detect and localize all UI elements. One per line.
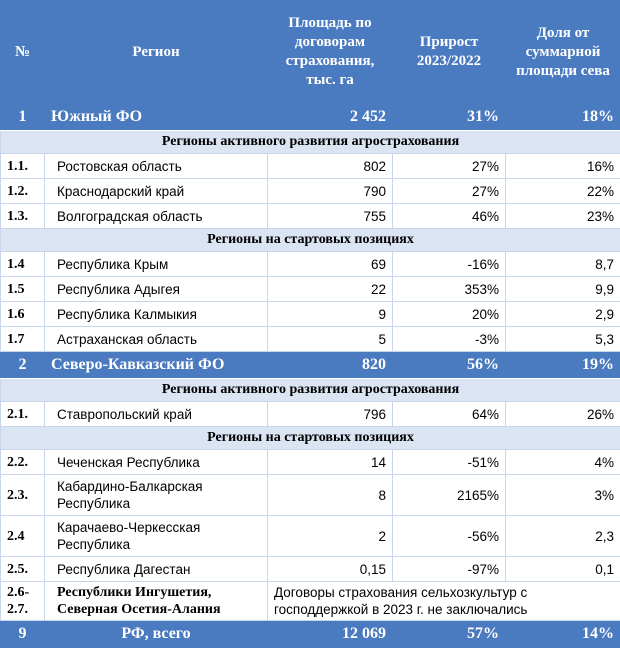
total-share: 14% [506,621,620,648]
table-row [1,179,620,204]
district-area: 820 [268,352,393,379]
table-row [1,252,620,277]
row-growth: -16% [393,252,506,277]
row-region: Республики Ингушетия, Северная Осетия-Алания [45,582,268,621]
district-name: Северо-Кавказский ФО [45,352,268,379]
row-no: 2.3. [1,475,45,516]
district-name: Южный ФО [45,104,268,131]
row-growth: -51% [393,450,506,475]
row-note: Договоры страхования сельхозкультур с господдержкой в 2023 г. не заключались [268,582,620,621]
row-region: Астраханская область [45,327,268,352]
row-no: 2.6-2.7. [1,582,45,621]
table-row [1,516,620,557]
row-region: Республика Крым [45,252,268,277]
table-row [1,204,620,229]
row-growth: 2165% [393,475,506,516]
row-region: Республика Адыгея [45,277,268,302]
group-row [1,427,620,450]
row-area: 8 [268,475,393,516]
row-share: 26% [506,402,620,427]
total-growth: 57% [393,621,506,648]
table-row [1,402,620,427]
row-no: 2.1. [1,402,45,427]
row-no: 1.3. [1,204,45,229]
row-area: 755 [268,204,393,229]
group-title: Регионы активного развития агрострахования [1,379,620,402]
row-share: 16% [506,154,620,179]
row-area: 69 [268,252,393,277]
row-share: 0,1 [506,557,620,582]
row-share: 2,3 [506,516,620,557]
group-row [1,379,620,402]
table-row [1,277,620,302]
total-area: 12 069 [268,621,393,648]
row-region: Волгоградская область [45,204,268,229]
district-growth: 31% [393,104,506,131]
row-growth: -97% [393,557,506,582]
table-row [1,302,620,327]
row-growth: 27% [393,179,506,204]
row-region: Ростовская область [45,154,268,179]
row-no: 1.1. [1,154,45,179]
header-no: № [1,1,45,104]
row-region: Ставропольский край [45,402,268,427]
header-row [1,1,620,104]
row-share: 8,7 [506,252,620,277]
row-area: 790 [268,179,393,204]
row-growth: -3% [393,327,506,352]
group-title: Регионы активного развития агрострахования [1,131,620,154]
row-region: Республика Калмыкия [45,302,268,327]
district-share: 18% [506,104,620,131]
row-share: 2,9 [506,302,620,327]
row-no: 1.2. [1,179,45,204]
row-no: 1.4 [1,252,45,277]
row-share: 3% [506,475,620,516]
header-area: Площадь по договорам страхования, тыс. га [268,1,393,104]
row-growth: 20% [393,302,506,327]
district-row-north-caucasus [1,352,620,379]
row-share: 23% [506,204,620,229]
district-area: 2 452 [268,104,393,131]
district-share: 19% [506,352,620,379]
group-title: Регионы на стартовых позициях [1,229,620,252]
row-share: 9,9 [506,277,620,302]
row-no: 2.5. [1,557,45,582]
row-share: 4% [506,450,620,475]
row-no: 1.7 [1,327,45,352]
district-no: 1 [1,104,45,131]
total-name: РФ, всего [45,621,268,648]
row-no: 2.2. [1,450,45,475]
row-area: 802 [268,154,393,179]
row-area: 22 [268,277,393,302]
row-region: Карачаево-Черкесская Республика [45,516,268,557]
row-growth: 353% [393,277,506,302]
district-growth: 56% [393,352,506,379]
row-no: 1.5 [1,277,45,302]
row-area: 5 [268,327,393,352]
district-no: 2 [1,352,45,379]
table-row [1,154,620,179]
table-row [1,557,620,582]
row-area: 796 [268,402,393,427]
district-row-south [1,104,620,131]
row-region: Республика Дагестан [45,557,268,582]
group-title: Регионы на стартовых позициях [1,427,620,450]
row-growth: 64% [393,402,506,427]
row-region: Кабардино-Балкарская Республика [45,475,268,516]
table-row [1,450,620,475]
row-no: 2.4 [1,516,45,557]
row-growth: -56% [393,516,506,557]
header-region: Регион [45,1,268,104]
header-share: Доля от суммарной площади сева [506,1,620,104]
table-row [1,475,620,516]
total-row [1,621,620,648]
group-row [1,131,620,154]
total-no: 9 [1,621,45,648]
row-area: 2 [268,516,393,557]
table-row [1,327,620,352]
row-share: 5,3 [506,327,620,352]
table-row [1,582,620,621]
header-growth: Прирост 2023/2022 [393,1,506,104]
row-growth: 27% [393,154,506,179]
row-region: Чеченская Республика [45,450,268,475]
row-region: Краснодарский край [45,179,268,204]
row-area: 14 [268,450,393,475]
row-growth: 46% [393,204,506,229]
group-row [1,229,620,252]
row-share: 22% [506,179,620,204]
row-area: 9 [268,302,393,327]
row-no: 1.6 [1,302,45,327]
row-area: 0,15 [268,557,393,582]
